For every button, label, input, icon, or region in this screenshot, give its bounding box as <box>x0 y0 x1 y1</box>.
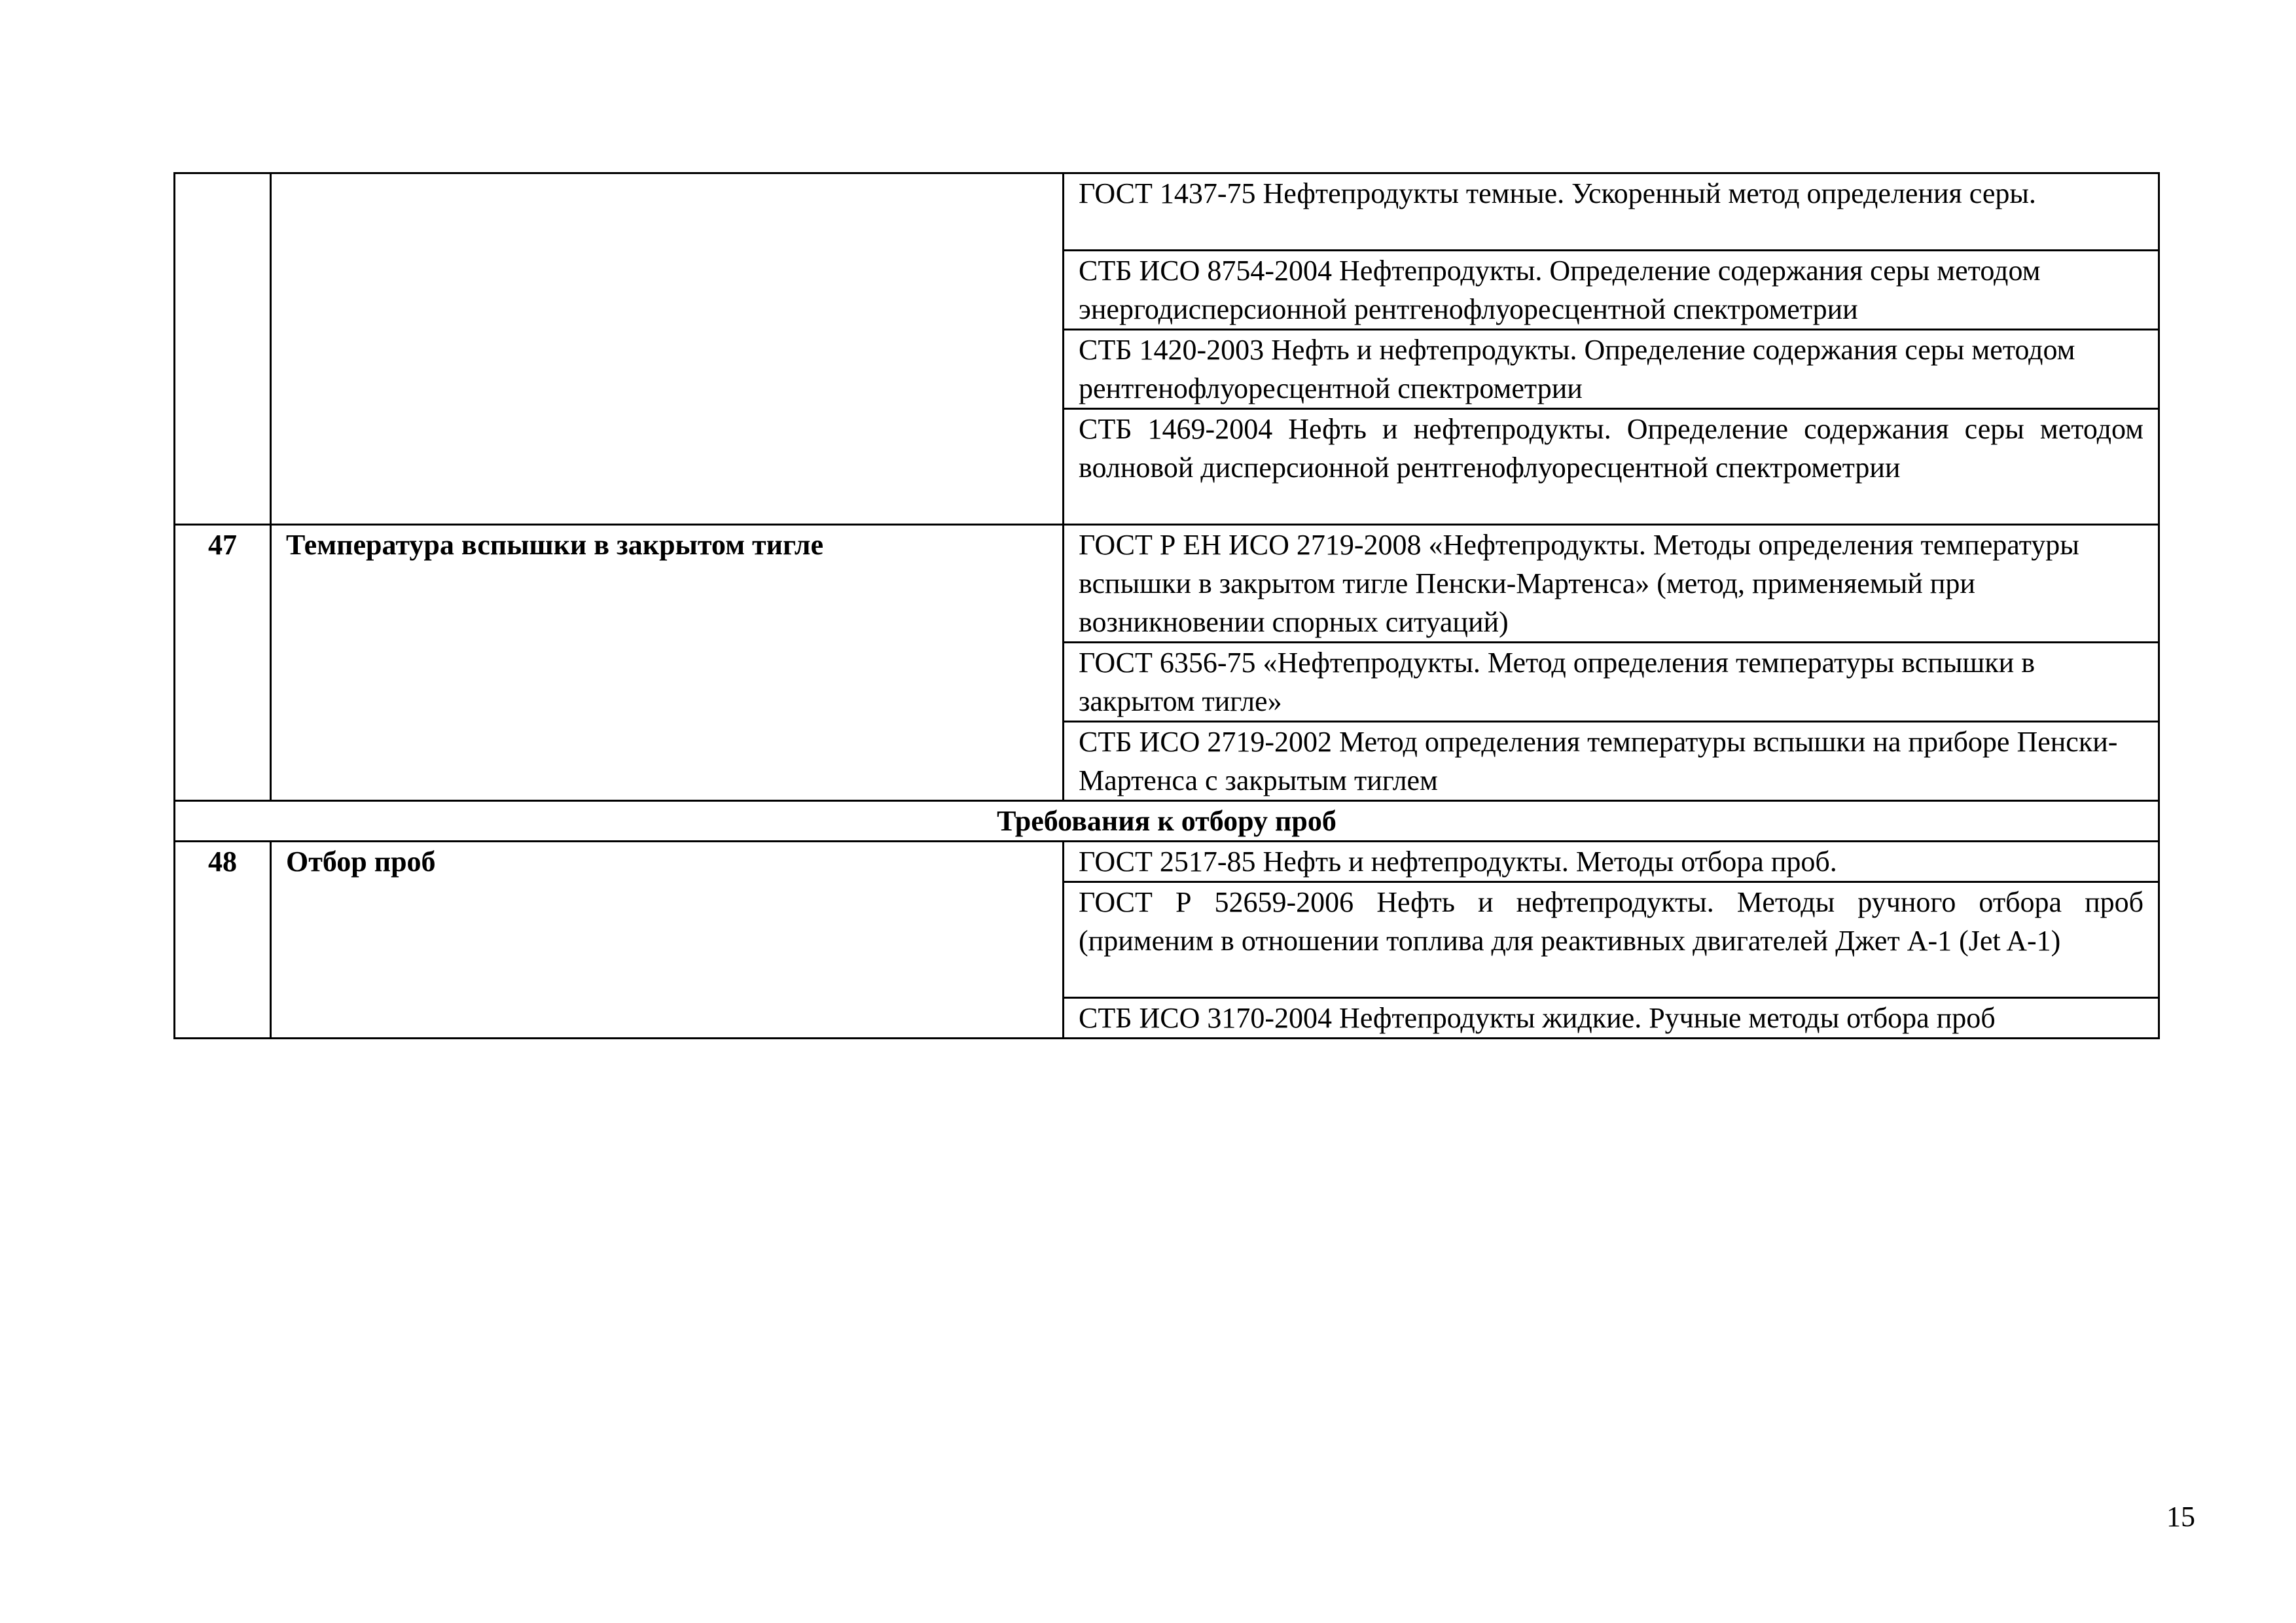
method-cell: СТБ ИСО 2719-2002 Метод определения температуры вспышки на приборе Пенски-Мартенса с закрытым тиглем <box>1064 722 2159 801</box>
standards-table <box>173 172 2160 1039</box>
method-cell: СТБ 1469-2004 Нефть и нефтепродукты. Определение содержания серы методом волновой дисперсионной рентгенофлуоресцентной спектрометрии <box>1064 409 2159 525</box>
page-number: 15 <box>2166 1501 2195 1533</box>
table-row <box>175 801 2159 842</box>
parameter-cell <box>271 173 1064 525</box>
table-row <box>175 842 2159 882</box>
method-cell: СТБ 1420-2003 Нефть и нефтепродукты. Определение содержания серы методом рентгенофлуоресцентной спектрометрии <box>1064 330 2159 409</box>
method-cell: ГОСТ 6356-75 «Нефтепродукты. Метод определения температуры вспышки в закрытом тигле» <box>1064 643 2159 722</box>
row-number: 47 <box>175 525 271 801</box>
table-row <box>175 525 2159 643</box>
parameter-name: Температура вспышки в закрытом тигле <box>271 525 1064 801</box>
method-cell: СТБ ИСО 8754-2004 Нефтепродукты. Определение содержания серы методом энергодисперсионной рентгенофлуоресцентной спектрометрии <box>1064 251 2159 330</box>
section-header: Требования к отбору проб <box>175 801 2159 842</box>
row-number-cell <box>175 173 271 525</box>
method-cell: СТБ ИСО 3170-2004 Нефтепродукты жидкие. Ручные методы отбора проб <box>1064 998 2159 1039</box>
table-row <box>175 173 2159 251</box>
method-cell: ГОСТ 1437-75 Нефтепродукты темные. Ускоренный метод определения серы. <box>1064 173 2159 251</box>
parameter-name: Отбор проб <box>271 842 1064 1039</box>
method-cell: ГОСТ Р ЕН ИСО 2719-2008 «Нефтепродукты. Методы определения температуры вспышки в закрытом тигле Пенски-Мартенса» (метод, применяемый при возникновении спорных ситуаций) <box>1064 525 2159 643</box>
method-cell: ГОСТ Р 52659-2006 Нефть и нефтепродукты. Методы ручного отбора проб (применим в отношении топлива для реактивных двигателей Джет А-1 (Jet A-1) <box>1064 882 2159 998</box>
row-number: 48 <box>175 842 271 1039</box>
method-cell: ГОСТ 2517-85 Нефть и нефтепродукты. Методы отбора проб. <box>1064 842 2159 882</box>
